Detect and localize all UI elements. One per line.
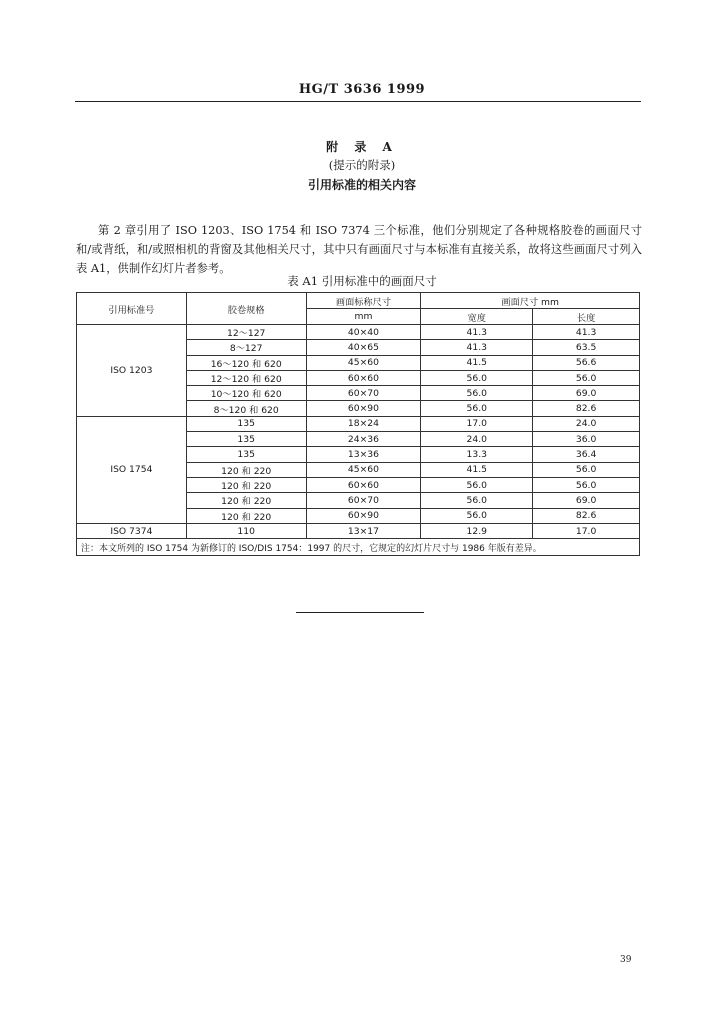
- nominal-cell: 13×17: [306, 523, 421, 538]
- length-cell: 56.0: [533, 462, 640, 477]
- length-cell: 69.0: [533, 386, 640, 401]
- film-cell: 135: [186, 432, 306, 447]
- nominal-cell: 60×60: [306, 370, 421, 385]
- film-cell: 8～127: [186, 340, 306, 355]
- page-number: 39: [620, 955, 632, 965]
- standard-cell: ISO 1203: [77, 325, 187, 417]
- film-cell: 120 和 220: [186, 508, 306, 523]
- nominal-cell: 18×24: [306, 416, 421, 431]
- width-cell: 56.0: [421, 386, 533, 401]
- film-cell: 12～127: [186, 325, 306, 340]
- width-cell: 56.0: [421, 401, 533, 416]
- width-cell: 24.0: [421, 432, 533, 447]
- nominal-cell: 60×90: [306, 401, 421, 416]
- header-nominal-unit: mm: [306, 309, 421, 325]
- length-cell: 17.0: [533, 523, 640, 538]
- nominal-cell: 45×60: [306, 355, 421, 370]
- nominal-cell: 60×70: [306, 493, 421, 508]
- film-cell: 8～120 和 620: [186, 401, 306, 416]
- header-nominal: 画面标称尺寸: [306, 293, 421, 309]
- document-header: HG/T 3636 1999: [298, 82, 426, 97]
- nominal-cell: 60×60: [306, 477, 421, 492]
- length-cell: 56.0: [533, 370, 640, 385]
- nominal-cell: 45×60: [306, 462, 421, 477]
- length-cell: 63.5: [533, 340, 640, 355]
- film-cell: 16～120 和 620: [186, 355, 306, 370]
- width-cell: 41.5: [421, 355, 533, 370]
- nominal-cell: 40×40: [306, 325, 421, 340]
- width-cell: 12.9: [421, 523, 533, 538]
- table-row: [77, 416, 640, 431]
- table-row: [77, 325, 640, 340]
- film-cell: 135: [186, 447, 306, 462]
- film-cell: 120 和 220: [186, 462, 306, 477]
- film-cell: 135: [186, 416, 306, 431]
- width-cell: 56.0: [421, 370, 533, 385]
- film-cell: 120 和 220: [186, 493, 306, 508]
- table-row: [77, 523, 640, 538]
- film-cell: 120 和 220: [186, 477, 306, 492]
- header-film: 胶卷规格: [186, 293, 306, 325]
- film-cell: 110: [186, 523, 306, 538]
- length-cell: 24.0: [533, 416, 640, 431]
- length-cell: 36.4: [533, 447, 640, 462]
- width-cell: 56.0: [421, 508, 533, 523]
- width-cell: 41.5: [421, 462, 533, 477]
- table-note: 注：本文所列的 ISO 1754 为新修订的 ISO/DIS 1754：1997 的尺寸，它规定的幻灯片尺寸与 1986 年版有差异。: [77, 539, 640, 556]
- standard-cell: ISO 7374: [77, 523, 187, 538]
- length-cell: 41.3: [533, 325, 640, 340]
- table-body: [77, 325, 640, 539]
- film-size-table: [76, 292, 640, 556]
- width-cell: 56.0: [421, 477, 533, 492]
- intro-paragraph: 第 2 章引用了 ISO 1203、ISO 1754 和 ISO 7374 三个标准，他们分别规定了各种规格胶卷的画面尺寸和/或背纸，和/或照相机的背窗及其他相关尺寸，其中只有画面尺寸与本标准有直接关系，故将这些画面尺寸列入表 A1，供制作幻灯片者参考。: [76, 224, 642, 276]
- header-size: 画面尺寸 mm: [421, 293, 640, 309]
- length-cell: 36.0: [533, 432, 640, 447]
- width-cell: 41.3: [421, 340, 533, 355]
- appendix-title: 附 录 A: [326, 140, 398, 154]
- nominal-cell: 60×70: [306, 386, 421, 401]
- standard-cell: ISO 1754: [77, 416, 187, 523]
- nominal-cell: 13×36: [306, 447, 421, 462]
- width-cell: 56.0: [421, 493, 533, 508]
- length-cell: 56.0: [533, 477, 640, 492]
- width-cell: 41.3: [421, 325, 533, 340]
- header-width: 宽度: [421, 309, 533, 325]
- nominal-cell: 40×65: [306, 340, 421, 355]
- header-rule: [75, 101, 641, 102]
- length-cell: 56.6: [533, 355, 640, 370]
- width-cell: 13.3: [421, 447, 533, 462]
- table-caption: 表 A1 引用标准中的画面尺寸: [287, 274, 437, 288]
- film-cell: 12～120 和 620: [186, 370, 306, 385]
- header-length: 长度: [533, 309, 640, 325]
- header-standard: 引用标准号: [77, 293, 187, 325]
- length-cell: 82.6: [533, 401, 640, 416]
- length-cell: 82.6: [533, 508, 640, 523]
- appendix-heading: 引用标准的相关内容: [307, 178, 416, 192]
- end-rule: [296, 612, 424, 613]
- film-cell: 10～120 和 620: [186, 386, 306, 401]
- nominal-cell: 24×36: [306, 432, 421, 447]
- length-cell: 69.0: [533, 493, 640, 508]
- width-cell: 17.0: [421, 416, 533, 431]
- nominal-cell: 60×90: [306, 508, 421, 523]
- appendix-subtitle: (提示的附录): [328, 158, 396, 172]
